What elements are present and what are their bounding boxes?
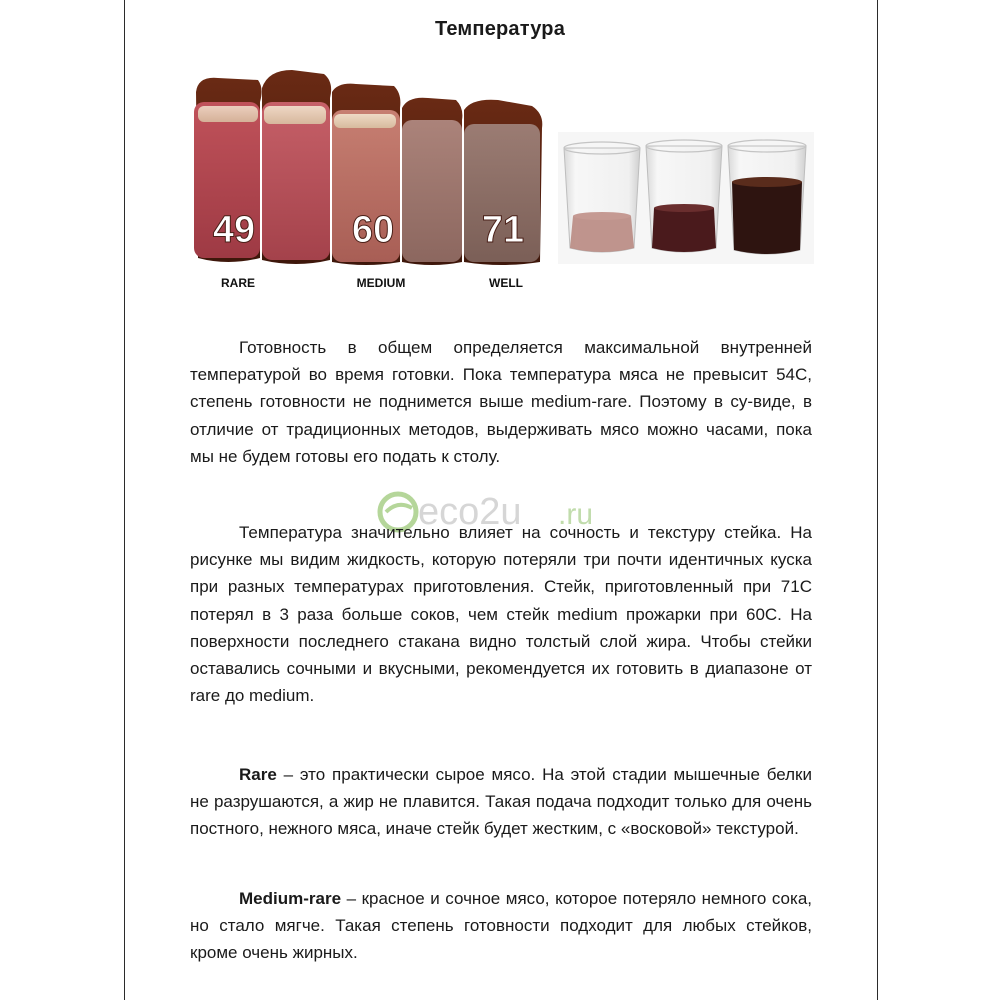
watermark-main-text: eco2u xyxy=(418,491,522,533)
paragraph-doneness-text: Готовность в общем определяется максимальной внутренней температурой во время готовки. Пока температура мяса не превысит 54С, степень готовности не поднимется выше medium-rare. Поэтому в су-виде, в отличие от традиционных методов, выдерживать мясо можно часами, пока мы не будем готовы его подать к столу. xyxy=(190,338,812,466)
watermark-suffix-text: .ru xyxy=(558,498,594,531)
paragraph-medium-rare-text: – красное и сочное мясо, которое потеряло немного сока, но стало мягче. Такая степень готовности подходит для любых стейков, кроме очень жирных. xyxy=(190,889,812,963)
label-medium: MEDIUM xyxy=(356,276,406,290)
term-medium-rare: Medium-rare xyxy=(239,889,342,908)
temp-medium-value: 60 xyxy=(351,209,395,251)
steak-slice-medium-rare xyxy=(262,70,331,264)
paragraph-juiciness xyxy=(190,519,812,709)
paragraph-doneness xyxy=(190,334,812,470)
steak-doneness-image xyxy=(188,62,548,302)
temp-rare-value: 49 xyxy=(212,209,256,251)
page-title: Температура xyxy=(434,18,566,40)
paragraph-rare-text: – это практически сырое мясо. На этой стадии мышечные белки не разрушаются, а жир не плавится. Такая подача подходит только для очень постного, нежного мяса, иначе стейк будет жестким, с «восковой» текстурой. xyxy=(190,765,812,839)
page-border-left xyxy=(124,0,125,1000)
glass-rare-juice xyxy=(564,142,640,252)
temp-well-value: 71 xyxy=(481,209,525,251)
paragraph-juiciness-text: Температура значительно влияет на сочность и текстуру стейка. На рисунке мы видим жидкость, которую потеряли три почти идентичных куска при разных температурах приготовления. Стейк, приготовленный при 71С потерял в 3 раза больше соков, чем стейк medium прожарки при 60С. На поверхности последнего стакана видно толстый слой жира. Чтобы стейки оставались сочными и вкусными, рекомендуется их готовить в диапазоне от rare до medium. xyxy=(190,523,812,706)
term-rare: Rare xyxy=(239,765,277,784)
glass-medium-juice xyxy=(646,140,722,252)
steak-slice-medium-well xyxy=(402,98,462,265)
label-well: WELL xyxy=(489,276,523,290)
label-rare: RARE xyxy=(220,276,256,290)
glass-well-juice xyxy=(728,140,806,254)
page-border-right xyxy=(877,0,878,1000)
paragraph-rare xyxy=(190,761,812,843)
paragraph-medium-rare xyxy=(190,885,812,967)
juice-glasses-image xyxy=(558,132,814,264)
